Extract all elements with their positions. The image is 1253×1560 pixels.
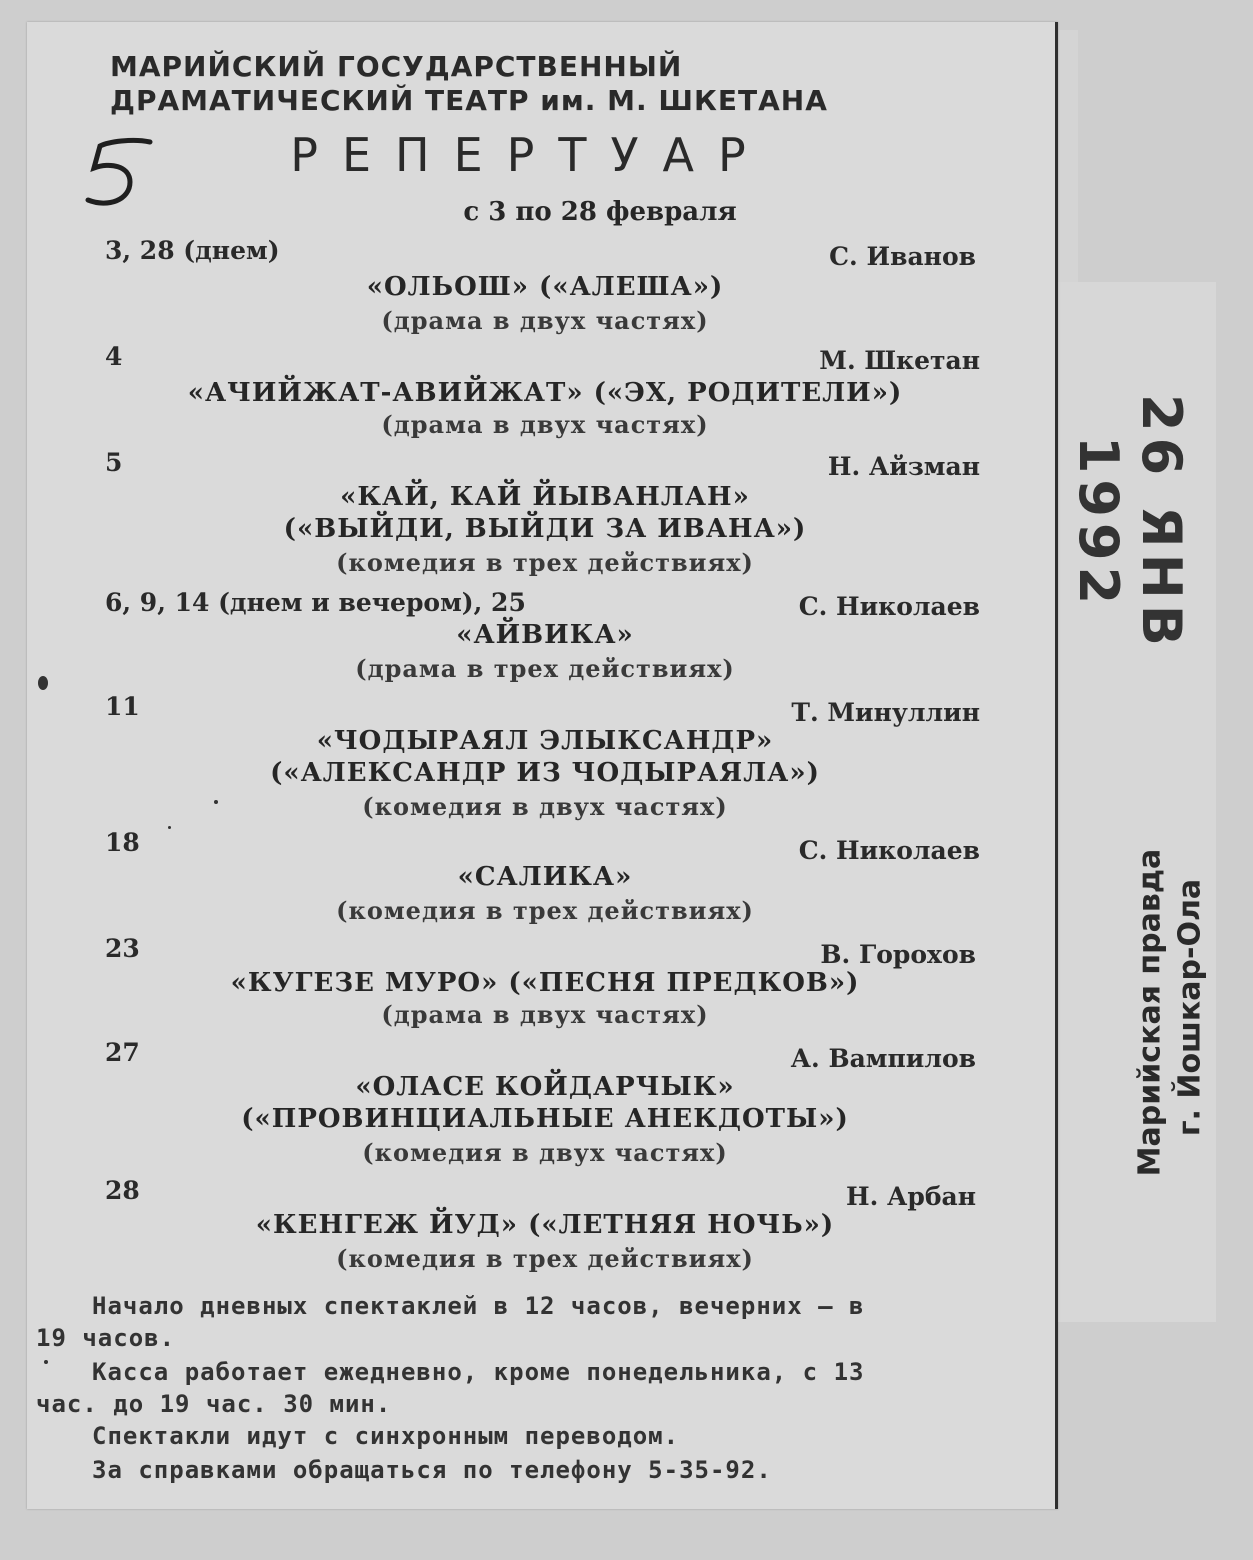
source-city: г. Йошкар-Ола bbox=[1172, 878, 1208, 1137]
play-author: В. Горохов bbox=[820, 940, 976, 969]
performance-date: 27 bbox=[105, 1038, 140, 1067]
ink-speck bbox=[38, 676, 48, 690]
play-genre: (драма в двух частях) bbox=[381, 410, 709, 439]
play-genre: (драма в трех действиях) bbox=[355, 654, 735, 683]
performance-date: 6, 9, 14 (днем и вечером), 25 bbox=[105, 588, 526, 617]
play-genre: (комедия в трех действиях) bbox=[336, 548, 754, 577]
source-stamp bbox=[1110, 800, 1220, 1230]
start-times-line2: 19 часов. bbox=[36, 1324, 176, 1352]
handwritten-number-mark bbox=[70, 128, 160, 218]
play-author: Н. Айзман bbox=[827, 452, 980, 481]
performance-date: 4 bbox=[105, 342, 123, 371]
play-author: А. Вампилов bbox=[790, 1044, 976, 1073]
repertoire-title: РЕПЕРТУАР bbox=[290, 128, 770, 182]
performance-date: 23 bbox=[105, 934, 140, 963]
play-title-translation: («ПРОВИНЦИАЛЬНЫЕ АНЕКДОТЫ») bbox=[241, 1104, 849, 1134]
ink-speck bbox=[214, 800, 218, 804]
play-genre: (драма в двух частях) bbox=[381, 306, 709, 335]
phone-info: За справками обращаться по телефону 5-35-92. bbox=[92, 1456, 772, 1484]
performance-date: 28 bbox=[105, 1176, 140, 1205]
play-genre: (комедия в двух частях) bbox=[362, 1138, 728, 1167]
play-genre: (комедия в двух частях) bbox=[362, 792, 728, 821]
play-title: «ОЛАСЕ КОЙДАРЧЫК» bbox=[355, 1072, 735, 1102]
play-title: «КАЙ, КАЙ ЙЫВАНЛАН» bbox=[340, 482, 750, 512]
play-title: «ЧОДЫРАЯЛ ЭЛЫКСАНДР» bbox=[316, 726, 774, 756]
ink-speck bbox=[168, 826, 171, 829]
date-stamp-text: 26 ЯНВ 1992 bbox=[1067, 394, 1193, 652]
play-title-translation: («АЛЕКСАНДР ИЗ ЧОДЫРАЯЛА») bbox=[270, 758, 820, 788]
play-title: «ОЛЬОШ» («АЛЕША») bbox=[366, 272, 724, 302]
play-title-translation: («ВЫЙДИ, ВЫЙДИ ЗА ИВАНА») bbox=[283, 514, 807, 544]
translation-note: Спектакли идут с синхронным переводом. bbox=[92, 1422, 680, 1450]
play-author: С. Иванов bbox=[829, 242, 976, 271]
source-newspaper: Марийская правда bbox=[1132, 848, 1168, 1177]
play-author: М. Шкетан bbox=[819, 346, 980, 375]
play-author: С. Николаев bbox=[798, 592, 980, 621]
play-title: «АЙВИКА» bbox=[456, 620, 634, 650]
play-genre: (драма в двух частях) bbox=[381, 1000, 709, 1029]
box-office-line2: час. до 19 час. 30 мин. bbox=[36, 1390, 392, 1418]
play-title: «САЛИКА» bbox=[457, 862, 633, 892]
box-office-line1: Касса работает ежедневно, кроме понедельника, с 13 bbox=[92, 1358, 865, 1386]
ink-speck bbox=[44, 1360, 48, 1364]
play-title: «АЧИЙЖАТ-АВИЙЖАТ» («ЭХ, РОДИТЕЛИ») bbox=[187, 378, 903, 408]
performance-date: 3, 28 (днем) bbox=[105, 236, 280, 265]
play-genre: (комедия в трех действиях) bbox=[336, 1244, 754, 1273]
theatre-name-line2: ДРАМАТИЧЕСКИЙ ТЕАТР им. М. ШКЕТАНА bbox=[110, 84, 828, 117]
paper-tab bbox=[1058, 30, 1078, 290]
theatre-name-line1: МАРИЙСКИЙ ГОСУДАРСТВЕННЫЙ bbox=[110, 50, 683, 83]
play-author: Т. Минуллин bbox=[791, 698, 980, 727]
play-author: С. Николаев bbox=[798, 836, 980, 865]
repertoire-period: с 3 по 28 февраля bbox=[463, 197, 737, 227]
play-genre: (комедия в трех действиях) bbox=[336, 896, 754, 925]
play-author: Н. Арбан bbox=[845, 1182, 976, 1211]
performance-date: 18 bbox=[105, 828, 140, 857]
play-title: «КУГЕЗЕ МУРО» («ПЕСНЯ ПРЕДКОВ») bbox=[230, 968, 860, 998]
date-stamp bbox=[1067, 300, 1193, 700]
start-times-line1: Начало дневных спектаклей в 12 часов, вечерних — в bbox=[92, 1292, 865, 1320]
performance-date: 11 bbox=[105, 692, 140, 721]
performance-date: 5 bbox=[105, 448, 123, 477]
play-title: «КЕНГЕЖ ЙУД» («ЛЕТНЯЯ НОЧЬ») bbox=[255, 1210, 835, 1240]
